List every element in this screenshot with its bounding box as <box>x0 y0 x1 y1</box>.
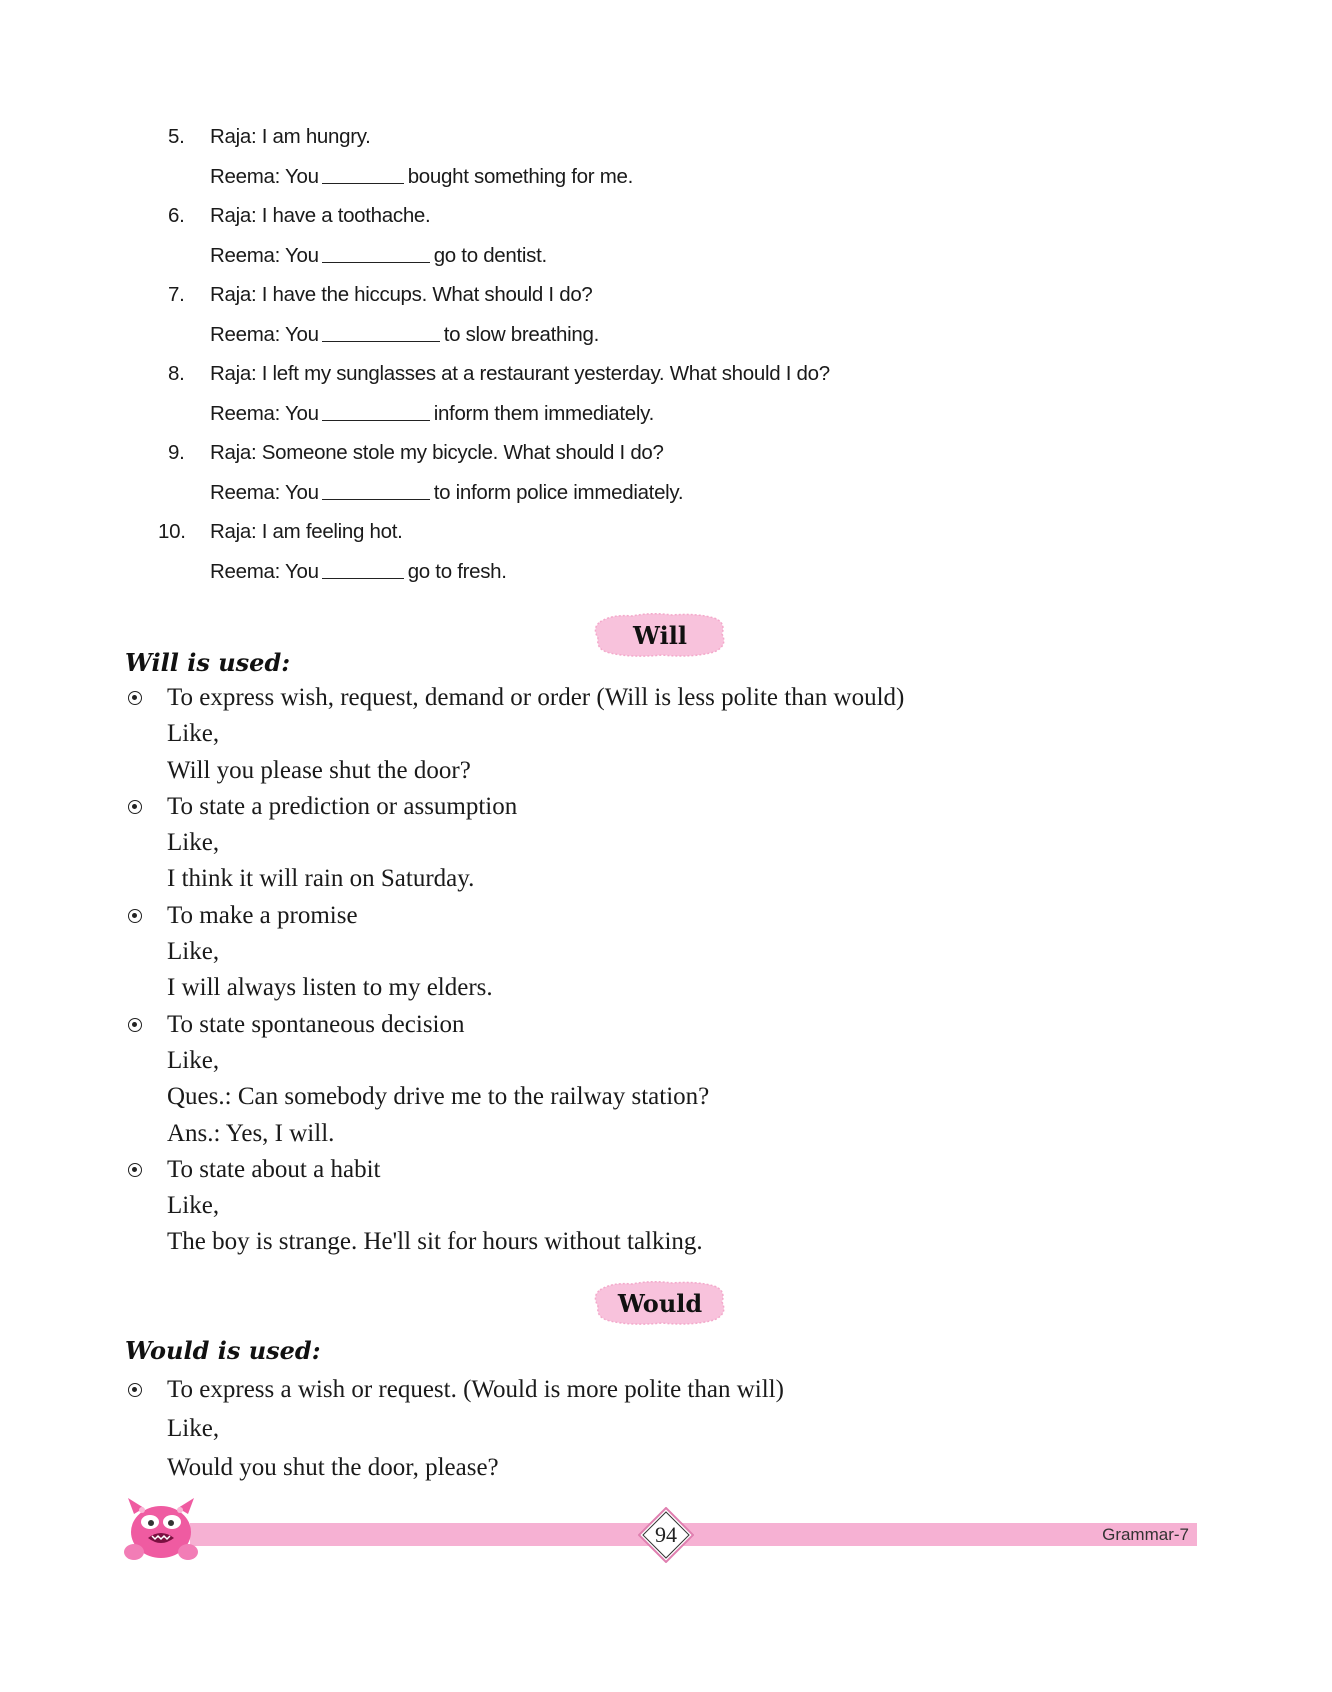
answer-blank[interactable] <box>322 558 404 579</box>
answer-blank[interactable] <box>322 163 404 184</box>
circle-bullet-icon <box>128 1018 142 1032</box>
exercise-item <box>168 202 1068 281</box>
example-label: Like, <box>167 720 220 748</box>
answer-blank[interactable] <box>322 479 430 500</box>
item-number: 10. <box>158 520 186 543</box>
exercise-item <box>158 518 1068 597</box>
would-heading: Would <box>617 1288 703 1318</box>
will-heading-badge <box>592 612 728 658</box>
question-text: Raja: I am hungry. <box>210 125 371 148</box>
circle-bullet-icon <box>128 1163 142 1177</box>
circle-bullet-icon <box>128 1383 142 1397</box>
answer-prefix: Reema: You <box>210 164 319 188</box>
question-text: Raja: Someone stole my bicycle. What should I do? <box>210 441 664 464</box>
book-label: Grammar-7 <box>1102 1525 1189 1544</box>
item-number: 8. <box>168 362 185 385</box>
circle-bullet-icon <box>128 691 142 705</box>
question-text: Raja: I left my sunglasses at a restaurant yesterday. What should I do? <box>210 362 830 385</box>
answer-prefix: Reema: You <box>210 401 319 425</box>
example-text: Would you shut the door, please? <box>167 1454 499 1481</box>
answer-suffix: go to fresh. <box>407 559 507 583</box>
rule-heading: To express wish, request, demand or order (Will is less polite than would) <box>125 680 1125 716</box>
will-heading: Will <box>633 620 687 650</box>
answer-blank[interactable] <box>322 242 430 263</box>
answer-suffix: bought something for me. <box>407 164 633 188</box>
exercise-list <box>158 123 1068 597</box>
example-label: Like, <box>167 1192 220 1220</box>
will-section-title: Will is used: <box>125 648 291 677</box>
example-label: Like, <box>167 829 220 857</box>
monster-mascot-icon <box>120 1492 202 1564</box>
exercise-item <box>168 439 1068 518</box>
exercise-item <box>168 281 1068 360</box>
item-number: 5. <box>168 125 185 148</box>
answer-prefix: Reema: You <box>210 243 319 267</box>
rule-heading: To express a wish or request. (Would is more polite than will) <box>125 1370 1125 1409</box>
exercise-item <box>168 123 1068 202</box>
page-number-badge <box>638 1507 694 1563</box>
example-label: Like, <box>167 1415 220 1442</box>
question-text: Raja: I am feeling hot. <box>210 520 403 543</box>
answer-blank[interactable] <box>322 321 440 342</box>
would-rules <box>125 1370 1125 1487</box>
answer-suffix: to slow breathing. <box>443 322 599 346</box>
rule-heading: To state spontaneous decision <box>125 1007 1125 1043</box>
question-text: Raja: I have a toothache. <box>210 204 431 227</box>
page-number: 94 <box>655 1522 677 1547</box>
rule-heading: To state a prediction or assumption <box>125 789 1125 825</box>
rule-heading: To state about a habit <box>125 1152 1125 1188</box>
will-rules <box>125 680 1125 1261</box>
example-label: Like, <box>167 938 220 966</box>
answer-prefix: Reema: You <box>210 559 319 583</box>
would-section-title: Would is used: <box>125 1336 321 1365</box>
item-number: 7. <box>168 283 185 306</box>
example-text: I will always listen to my elders. <box>167 974 493 1002</box>
item-number: 6. <box>168 204 185 227</box>
answer-suffix: go to dentist. <box>433 243 547 267</box>
example-text: Ques.: Can somebody drive me to the railway station? <box>167 1083 710 1111</box>
example-label: Like, <box>167 1046 220 1074</box>
exercise-item <box>168 360 1068 439</box>
example-text: I think it will rain on Saturday. <box>167 865 475 893</box>
example-text: Will you please shut the door? <box>167 756 471 784</box>
answer-prefix: Reema: You <box>210 322 319 346</box>
example-text: The boy is strange. He'll sit for hours without talking. <box>167 1228 703 1256</box>
answer-prefix: Reema: You <box>210 480 319 504</box>
circle-bullet-icon <box>128 909 142 923</box>
question-text: Raja: I have the hiccups. What should I do? <box>210 283 593 306</box>
example-text: Ans.: Yes, I will. <box>167 1119 335 1147</box>
answer-suffix: inform them immediately. <box>433 401 654 425</box>
rule-heading: To make a promise <box>125 898 1125 934</box>
item-number: 9. <box>168 441 185 464</box>
answer-blank[interactable] <box>322 400 430 421</box>
circle-bullet-icon <box>128 800 142 814</box>
answer-suffix: to inform police immediately. <box>433 480 684 504</box>
would-heading-badge <box>592 1280 728 1326</box>
